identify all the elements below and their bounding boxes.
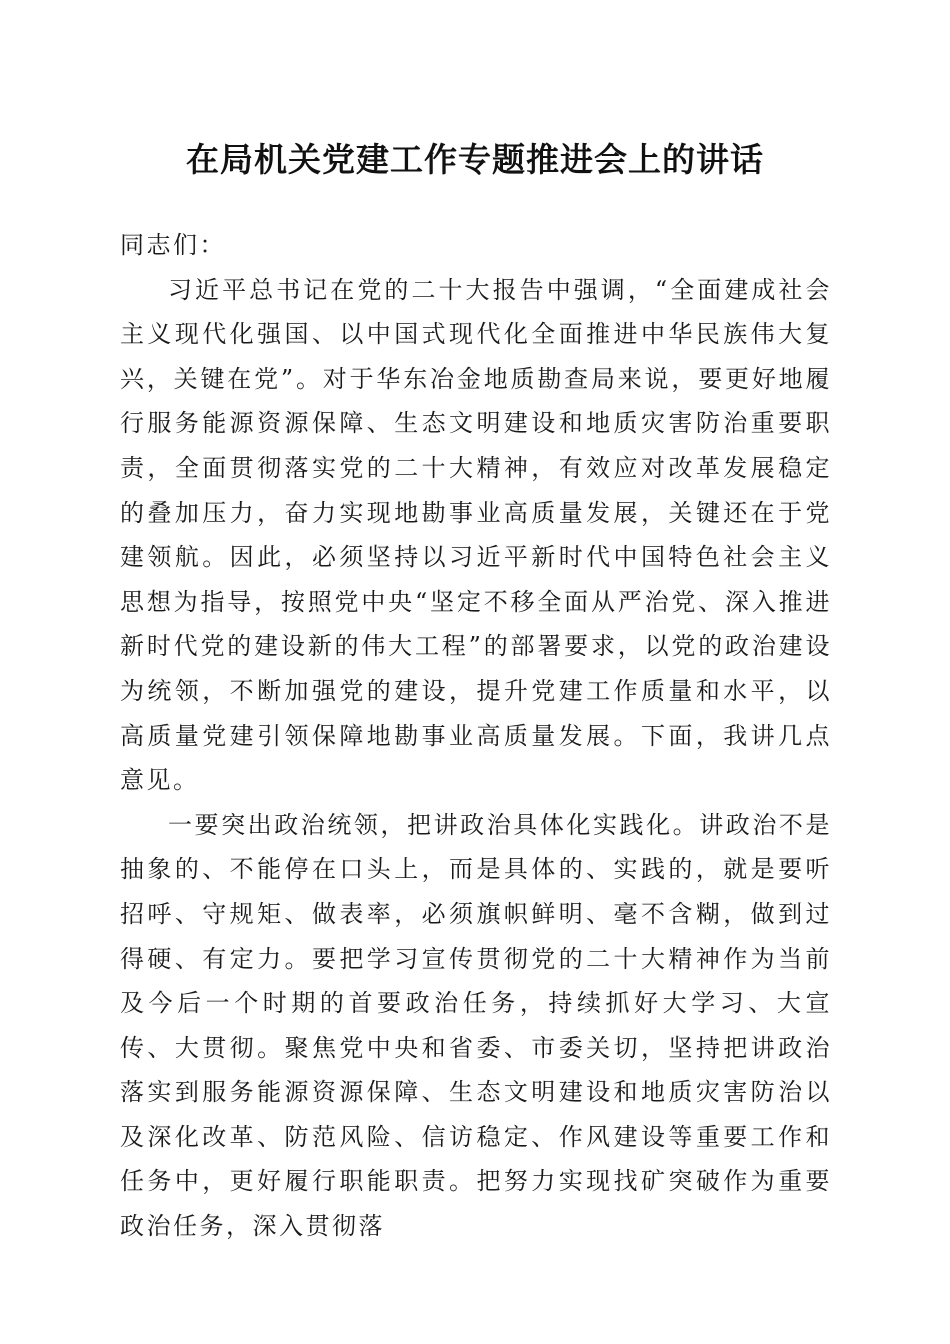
document-title: 在局机关党建工作专题推进会上的讲话 [186,140,764,179]
paragraph-point-one: 一要突出政治统领，把讲政治具体化实践化。讲政治不是抽象的、不能停在口头上，而是具体的、实践的，就是要听招呼、守规矩、做表率，必须旗帜鲜明、毫不含糊，做到过得硬、有定力。要把学习宣传贯彻党的二十大精神作为当前及今后一个时期的首要政治任务，持续抓好大学习、大宣传、大贯彻。聚焦党中央和省委、市委关切，坚持把讲政治落实到服务能源资源保障、生态文明建设和地质灾害防治以及深化改革、防范风险、信访稳定、作风建设等重要工作和任务中，更好履行职能职责。把努力实现找矿突破作为重要政治任务，深入贯彻落 [120,810,832,1241]
document-body [120,223,832,1249]
salutation: 同志们： [120,231,226,259]
paragraph-intro: 习近平总书记在党的二十大报告中强调，“全面建成社会主义现代化强国、以中国式现代化全面推进中华民族伟大复兴，关键在党”。对于华东冶金地质勘查局来说，要更好地履行服务能源资源保障、生态文明建设和地质灾害防治重要职责，全面贯彻落实党的二十大精神，有效应对改革发展稳定的叠加压力，奋力实现地勘事业高质量发展，关键还在于党建领航。因此，必须坚持以习近平新时代中国特色社会主义思想为指导，按照党中央“坚定不移全面从严治党、深入推进新时代党的建设新的伟大工程”的部署要求，以党的政治建设为统领，不断加强党的建设，提升党建工作质量和水平，以高质量党建引领保障地勘事业高质量发展。下面，我讲几点意见。 [120,275,832,795]
